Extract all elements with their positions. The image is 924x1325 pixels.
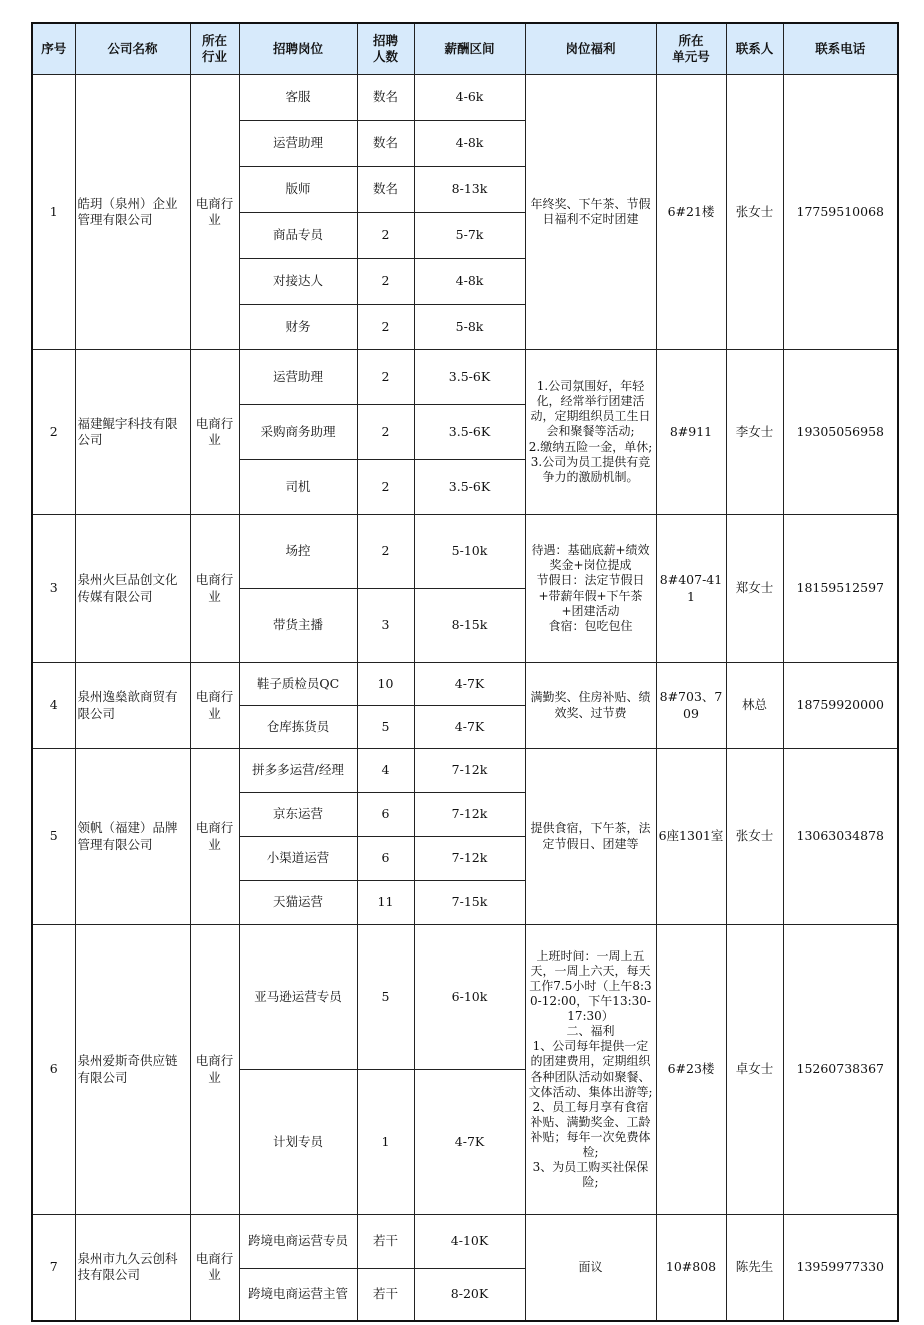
job-salary: 4-6k: [414, 75, 525, 121]
header-benefits: 岗位福利: [525, 23, 656, 75]
job-count: 2: [357, 259, 414, 305]
job-title: 跨境电商运营主管: [239, 1269, 357, 1321]
table-row: [32, 663, 898, 706]
industry: 电商行业: [190, 75, 239, 350]
job-title: 财务: [239, 305, 357, 350]
job-count: 10: [357, 663, 414, 706]
benefits: 待遇：基础底薪+绩效奖金+岗位提成 节假日：法定节假日+带薪年假+下午茶+团建活动 食宿：包吃包住: [525, 515, 656, 663]
header-row: [32, 23, 898, 75]
job-title: 亚马逊运营专员: [239, 925, 357, 1070]
job-count: 11: [357, 881, 414, 925]
benefits: 面议: [525, 1215, 656, 1321]
unit-no: 8#911: [656, 350, 726, 515]
job-salary: 3.5-6K: [414, 460, 525, 515]
job-salary: 4-7K: [414, 663, 525, 706]
job-count: 6: [357, 837, 414, 881]
contact-phone: 17759510068: [783, 75, 898, 350]
contact-person: 张女士: [726, 749, 783, 925]
industry: 电商行业: [190, 749, 239, 925]
job-title: 运营助理: [239, 350, 357, 405]
job-title: 鞋子质检员QC: [239, 663, 357, 706]
company-name: 领帆（福建）品牌管理有限公司: [75, 749, 190, 925]
job-title: 运营助理: [239, 121, 357, 167]
job-title: 计划专员: [239, 1070, 357, 1215]
benefits: 提供食宿，下午茶，法定节假日、团建等: [525, 749, 656, 925]
job-title: 商品专员: [239, 213, 357, 259]
industry: 电商行业: [190, 1215, 239, 1321]
header-phone: 联系电话: [783, 23, 898, 75]
job-count: 2: [357, 350, 414, 405]
job-title: 跨境电商运营专员: [239, 1215, 357, 1269]
header-no: 序号: [32, 23, 75, 75]
job-title: 拼多多运营/经理: [239, 749, 357, 793]
job-count: 2: [357, 515, 414, 589]
job-count: 2: [357, 305, 414, 350]
contact-person: 卓女士: [726, 925, 783, 1215]
job-count: 2: [357, 405, 414, 460]
row-no: 6: [32, 925, 75, 1215]
table-body: [32, 75, 898, 1321]
unit-no: 10#808: [656, 1215, 726, 1321]
header-industry: 所在 行业: [190, 23, 239, 75]
job-title: 带货主播: [239, 589, 357, 663]
job-salary: 3.5-6K: [414, 350, 525, 405]
unit-no: 8#703、709: [656, 663, 726, 749]
company-name: 泉州爱斯奇供应链有限公司: [75, 925, 190, 1215]
benefits: 年终奖、下午茶、节假日福利不定时团建: [525, 75, 656, 350]
job-title: 客服: [239, 75, 357, 121]
job-count: 2: [357, 213, 414, 259]
row-no: 5: [32, 749, 75, 925]
job-salary: 7-12k: [414, 837, 525, 881]
job-salary: 5-7k: [414, 213, 525, 259]
industry: 电商行业: [190, 515, 239, 663]
recruitment-table: [31, 22, 899, 1322]
job-count: 数名: [357, 167, 414, 213]
job-count: 1: [357, 1070, 414, 1215]
contact-person: 张女士: [726, 75, 783, 350]
job-title: 小渠道运营: [239, 837, 357, 881]
contact-phone: 18159512597: [783, 515, 898, 663]
unit-no: 6#21楼: [656, 75, 726, 350]
job-title: 版师: [239, 167, 357, 213]
job-count: 数名: [357, 75, 414, 121]
job-count: 2: [357, 460, 414, 515]
job-salary: 3.5-6K: [414, 405, 525, 460]
job-salary: 5-10k: [414, 515, 525, 589]
table-row: [32, 749, 898, 793]
job-title: 京东运营: [239, 793, 357, 837]
job-salary: 7-12k: [414, 793, 525, 837]
company-name: 皓玥（泉州）企业管理有限公司: [75, 75, 190, 350]
industry: 电商行业: [190, 925, 239, 1215]
header-count: 招聘 人数: [357, 23, 414, 75]
row-no: 7: [32, 1215, 75, 1321]
contact-phone: 18759920000: [783, 663, 898, 749]
contact-person: 郑女士: [726, 515, 783, 663]
table-row: [32, 1215, 898, 1269]
job-salary: 8-20K: [414, 1269, 525, 1321]
contact-person: 林总: [726, 663, 783, 749]
job-salary: 5-8k: [414, 305, 525, 350]
contact-phone: 13959977330: [783, 1215, 898, 1321]
job-count: 若干: [357, 1269, 414, 1321]
contact-person: 陈先生: [726, 1215, 783, 1321]
table-row: [32, 75, 898, 121]
unit-no: 8#407-411: [656, 515, 726, 663]
job-salary: 4-8k: [414, 121, 525, 167]
job-salary: 4-10K: [414, 1215, 525, 1269]
company-name: 泉州市九久云创科技有限公司: [75, 1215, 190, 1321]
job-title: 采购商务助理: [239, 405, 357, 460]
benefits: 1.公司氛围好，年轻化，经常举行团建活动，定期组织员工生日会和聚餐等活动; 2.缴纳五险一金，单休; 3.公司为员工提供有竞争力的激励机制。: [525, 350, 656, 515]
job-salary: 7-15k: [414, 881, 525, 925]
contact-phone: 13063034878: [783, 749, 898, 925]
header-company: 公司名称: [75, 23, 190, 75]
unit-no: 6#23楼: [656, 925, 726, 1215]
job-count: 5: [357, 925, 414, 1070]
job-count: 若干: [357, 1215, 414, 1269]
job-title: 司机: [239, 460, 357, 515]
table-row: [32, 515, 898, 589]
industry: 电商行业: [190, 350, 239, 515]
job-salary: 7-12k: [414, 749, 525, 793]
job-salary: 4-8k: [414, 259, 525, 305]
header-salary: 薪酬区间: [414, 23, 525, 75]
table-row: [32, 925, 898, 1070]
row-no: 4: [32, 663, 75, 749]
company-name: 泉州火巨品创文化传媒有限公司: [75, 515, 190, 663]
header-position: 招聘岗位: [239, 23, 357, 75]
benefits: 上班时间：一周上五天，一周上六天，每天工作7.5小时（上午8:30-12:00，下午13:30-17:30） 二、福利 1、公司每年提供一定的团建费用，定期组织各种团队活动如聚餐、文体活动、集体出游等; 2、员工每月享有食宿补贴、满勤奖金、工龄补贴；每年一次免费体检; 3、为员工购买社保保险;: [525, 925, 656, 1215]
benefits: 满勤奖、住房补贴、绩效奖、过节费: [525, 663, 656, 749]
job-count: 数名: [357, 121, 414, 167]
job-count: 6: [357, 793, 414, 837]
contact-person: 李女士: [726, 350, 783, 515]
recruitment-table-container: [31, 22, 899, 1322]
contact-phone: 15260738367: [783, 925, 898, 1215]
job-salary: 4-7K: [414, 706, 525, 749]
job-salary: 4-7K: [414, 1070, 525, 1215]
header-unit: 所在 单元号: [656, 23, 726, 75]
contact-phone: 19305056958: [783, 350, 898, 515]
row-no: 1: [32, 75, 75, 350]
industry: 电商行业: [190, 663, 239, 749]
job-salary: 8-13k: [414, 167, 525, 213]
company-name: 福建鲲宇科技有限公司: [75, 350, 190, 515]
job-salary: 8-15k: [414, 589, 525, 663]
table-row: [32, 350, 898, 405]
job-count: 5: [357, 706, 414, 749]
job-count: 3: [357, 589, 414, 663]
job-title: 仓库拣货员: [239, 706, 357, 749]
job-title: 天猫运营: [239, 881, 357, 925]
job-title: 对接达人: [239, 259, 357, 305]
row-no: 3: [32, 515, 75, 663]
job-salary: 6-10k: [414, 925, 525, 1070]
unit-no: 6座1301室: [656, 749, 726, 925]
row-no: 2: [32, 350, 75, 515]
company-name: 泉州逸燊歆商贸有限公司: [75, 663, 190, 749]
job-count: 4: [357, 749, 414, 793]
header-contact: 联系人: [726, 23, 783, 75]
job-title: 场控: [239, 515, 357, 589]
